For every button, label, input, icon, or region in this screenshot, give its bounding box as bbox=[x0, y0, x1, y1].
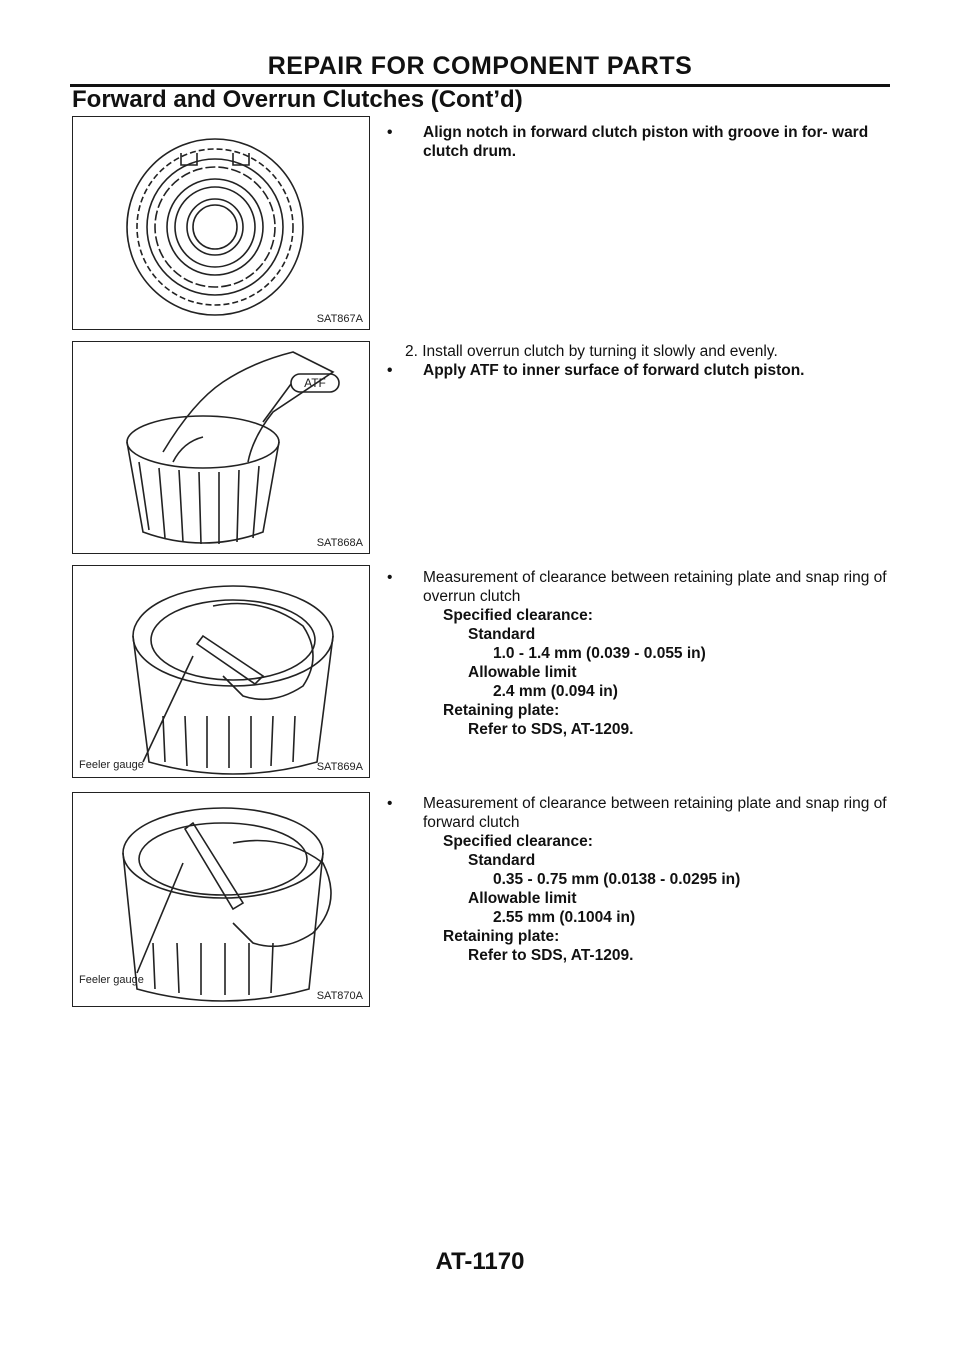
figure-clutch-drum bbox=[72, 116, 370, 330]
hand-installing-clutch-illustration bbox=[73, 342, 370, 554]
instruction-block-1 bbox=[387, 123, 895, 161]
instruction-text: Align notch in forward clutch piston with groove in for- ward clutch drum. bbox=[423, 124, 869, 160]
instruction-block-3 bbox=[387, 568, 895, 739]
section-title: REPAIR FOR COMPONENT PARTS bbox=[267, 52, 693, 80]
figure-overrun-clearance bbox=[72, 565, 370, 778]
figure-code: SAT870A bbox=[316, 990, 363, 1002]
instruction-block-4 bbox=[387, 794, 895, 965]
limit-label: Allowable limit bbox=[468, 890, 577, 907]
plate-value: Refer to SDS, AT-1209. bbox=[468, 947, 634, 964]
clutch-drum-illustration bbox=[73, 117, 370, 330]
instruction-bullet bbox=[387, 568, 895, 606]
figure-forward-clearance bbox=[72, 792, 370, 1007]
figure-install-overrun-clutch bbox=[72, 341, 370, 554]
instruction-bullet bbox=[387, 794, 895, 832]
plate-label: Retaining plate: bbox=[443, 702, 560, 719]
bullet-mark: • bbox=[387, 362, 393, 379]
figure-code: SAT867A bbox=[316, 313, 363, 325]
page-subtitle: Forward and Overrun Clutches (Cont’d) bbox=[72, 86, 523, 113]
figure-code: SAT869A bbox=[316, 761, 363, 773]
standard-value: 0.35 - 0.75 mm (0.0138 - 0.0295 in) bbox=[493, 871, 741, 888]
bullet-mark: • bbox=[387, 569, 393, 586]
feeler-gauge-overrun-illustration bbox=[73, 566, 370, 778]
instruction-text: Apply ATF to inner surface of forward clutch piston. bbox=[423, 362, 805, 379]
spec-label: Specified clearance: bbox=[443, 607, 593, 624]
spec-label: Specified clearance: bbox=[443, 833, 593, 850]
step-text: 2. Install overrun clutch by turning it slowly and evenly. bbox=[405, 343, 778, 360]
instruction-block-2 bbox=[387, 342, 895, 380]
figure-code: SAT868A bbox=[316, 537, 363, 549]
instruction-bullet bbox=[387, 123, 895, 161]
atf-callout: ATF bbox=[304, 376, 326, 390]
standard-value: 1.0 - 1.4 mm (0.039 - 0.055 in) bbox=[493, 645, 706, 662]
instruction-bullet bbox=[387, 361, 895, 380]
instruction-text: Measurement of clearance between retaining plate and snap ring of forward clutch bbox=[423, 795, 887, 831]
plate-value: Refer to SDS, AT-1209. bbox=[468, 721, 634, 738]
standard-label: Standard bbox=[468, 626, 536, 643]
instruction-text: Measurement of clearance between retaining plate and snap ring of overrun clutch bbox=[423, 569, 887, 605]
feeler-gauge-label: Feeler gauge bbox=[79, 974, 144, 986]
limit-value: 2.55 mm (0.1004 in) bbox=[493, 909, 636, 926]
plate-label: Retaining plate: bbox=[443, 928, 560, 945]
limit-label: Allowable limit bbox=[468, 664, 577, 681]
bullet-mark: • bbox=[387, 795, 393, 812]
feeler-gauge-label: Feeler gauge bbox=[79, 759, 144, 771]
page-number: AT-1170 bbox=[435, 1248, 525, 1275]
limit-value: 2.4 mm (0.094 in) bbox=[493, 683, 618, 700]
bullet-mark: • bbox=[387, 124, 393, 141]
standard-label: Standard bbox=[468, 852, 536, 869]
